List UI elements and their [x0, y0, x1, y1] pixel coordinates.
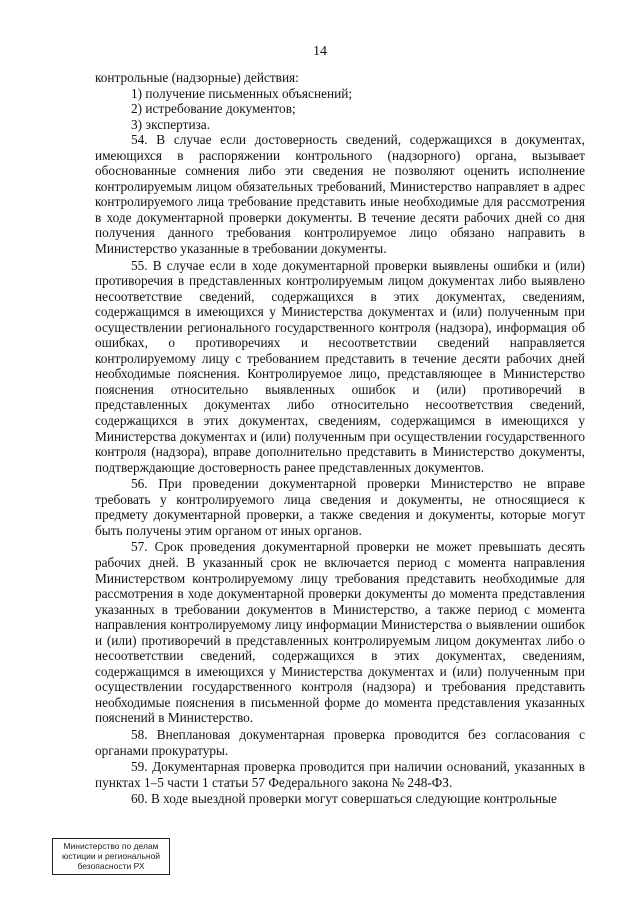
list-item-1: 1) получение письменных объяснений;: [131, 85, 353, 101]
paragraph-55: 55. В случае если в ходе документарной проверки выявлены ошибки и (или) противоречия в представленных контролируемым лицом документах либо выявлено несоответствие сведений, содержащихся в этих документах, сведениям, содержащимся в имеющихся у Министерства документах и (или) полученным при осуществлении регионального государственного контроля (надзора), информация об ошибках, о противоречиях и несоответствии сведений направляется контролируемому лицу с требованием представить в течение десяти рабочих дней необходимые пояснения. Контролируемое лицо, представляющее в Министерство пояснения относительно выявленных ошибок и (или) противоречий в представленных документах либо относительно несоответствия сведений, содержащихся в этих документах, сведениям, содержащимся в имеющихся у Министерства документах и (или) полученным при осуществлении государственного контроля (надзора), вправе дополнительно представить в Министерство документы, подтверждающие достоверность ранее представленных документов.: [95, 257, 585, 475]
paragraph-54: 54. В случае если достоверность сведений, содержащихся в документах, имеющихся в распоряжении контрольного (надзорного) органа, вызывает обоснованные сомнения либо эти сведения не позволяют оценить исполнение контролируемым лицом обязательных требований, Министерство направляет в адрес контролируемого лица требование представить иные необходимые для рассмотрения в ходе документарной проверки документы. В течение десяти рабочих дней со дня получения данного требования контролируемое лицо обязано направить в Министерство указанные в требовании документы.: [95, 132, 585, 257]
paragraph-intro: контрольные (надзорные) действия:: [95, 70, 299, 85]
stamp-line: безопасности РХ: [77, 861, 145, 871]
paragraph-57: 57. Срок проведения документарной проверки не может превышать десять рабочих дней. В указанный срок не включается период с момента направления Министерством контролируемому лицу требования представить необходимые для рассмотрения в ходе документарной проверки документы до момента представления указанных в требовании документов в Министерство, а также период с момента направления контролируемому лицу информации Министерства о выявлении ошибок и (или) противоречий в представленных контролируемым лицом документах либо о несоответствии сведений, содержащихся в этих документах, сведениям, содержащимся в имеющихся у Министерства документах и (или) полученным при осуществлении государственного контроля (надзора) и требования представить необходимые пояснения в письменной форме до момента представления указанных пояснений в Министерство.: [95, 539, 585, 726]
paragraph-56: 56. При проведении документарной проверки Министерство не вправе требовать у контролируемого лица сведения и документы, не относящиеся к предмету документарной проверки, а также сведения и документы, которые могут быть получены этим органом от иных органов.: [95, 476, 585, 538]
stamp-line: Министерство по делам: [63, 841, 159, 851]
document-body: [95, 70, 585, 807]
stamp-line: юстиции и региональной: [61, 851, 161, 861]
paragraph-59: 59. Документарная проверка проводится при наличии оснований, указанных в пунктах 1–5 части 1 статьи 57 Федерального закона № 248-ФЗ.: [95, 759, 585, 790]
list-item-2: 2) истребование документов;: [131, 101, 296, 117]
list-item-3: 3) экспертиза.: [131, 116, 211, 132]
ministry-stamp: [52, 838, 170, 875]
paragraph-60: 60. В ходе выездной проверки могут совершаться следующие контрольные: [131, 791, 557, 807]
paragraph-58: 58. Внеплановая документарная проверка проводится без согласования с органами прокуратуры.: [95, 726, 585, 758]
page-number: 14: [313, 44, 327, 59]
